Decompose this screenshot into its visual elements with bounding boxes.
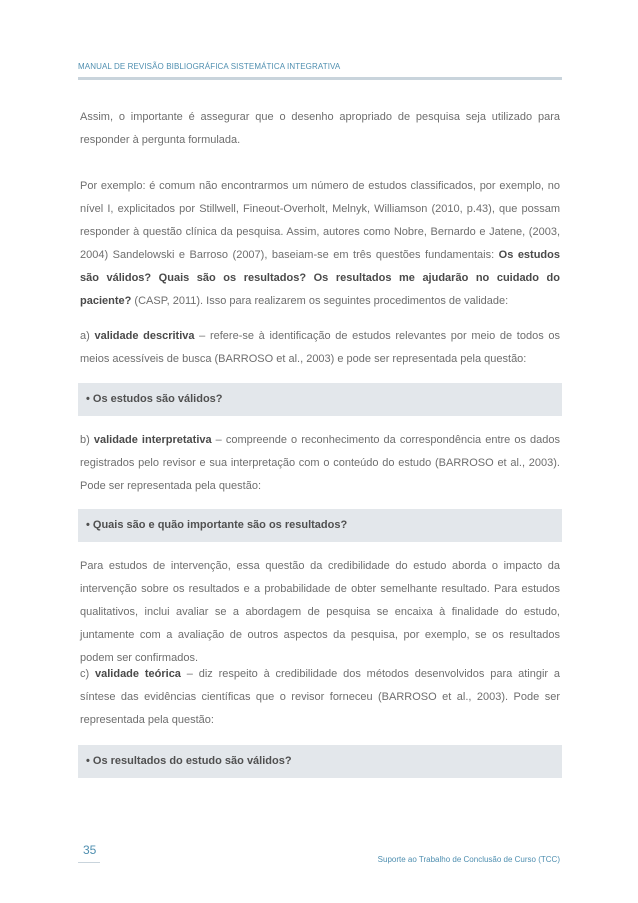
paragraph-interpretive-validity (80, 429, 560, 498)
paragraph-intro: Assim, o importante é assegurar que o desenho apropriado de pesquisa seja utilizado para responder à pergunta formulada. (80, 111, 560, 146)
question-box-1 (78, 383, 562, 416)
item-b-prefix: b) (80, 434, 94, 446)
item-c-term: validade teórica (95, 668, 181, 680)
key-questions: Os estudos são válidos? Quais são os resultados? Os resultados me ajudarão no cuidado do paciente? (80, 249, 560, 307)
item-a-term: validade descritiva (94, 330, 195, 342)
item-a-text: – refere-se à identificação de estudos relevantes por meio de todos os meios acessíveis de busca (BARROSO et al., 2003) e pode ser representada pela questão: (80, 330, 560, 365)
question-2: • Quais são e quão importante são os resultados? (86, 519, 348, 531)
question-1: • Os estudos são válidos? (86, 393, 223, 405)
page-number-divider (78, 862, 100, 863)
item-a-prefix: a) (80, 330, 95, 342)
running-footer: Suporte ao Trabalho de Conclusão de Curso (TCC) (377, 855, 560, 864)
page-number: 35 (83, 843, 97, 857)
paragraph-interventions: Para estudos de intervenção, essa questão da credibilidade do estudo aborda o impacto da intervenção sobre os resultados e a probabilidade de obter semelhante resultado. Para estudos qualitativos, inclui avaliar se a abordagem de pesquisa se encaixa à finalidade do estudo, juntamente com a avaliação de outros aspectos da pesquisa, por exemplo, se os resultados podem ser confirmados. (80, 560, 560, 664)
question-box-2 (78, 509, 562, 542)
paragraph-example-text: Por exemplo: é comum não encontrarmos um número de estudos classificados, por exemplo, no nível I, explicitados por Stillwell, Fineout-Overholt, Melnyk, Williamson (2010, p.43), que possam responder à questão clínica da pesquisa. Assim, autores como Nobre, Bernardo e Jatene, (2003, 2004) Sandelowski e Barroso (2007), baseiam-se em três questões fundamentais: (80, 180, 560, 261)
item-c-text: – diz respeito à credibilidade dos métodos desenvolvidos para atingir a síntese das evidências científicas que o revisor forneceu (BARROSO et al., 2003). Pode ser representada pela questão: (80, 668, 560, 726)
item-b-term: validade interpretativa (93, 434, 212, 446)
running-header: MANUAL DE REVISÃO BIBLIOGRÁFICA SISTEMÁTICA INTEGRATIVA (78, 62, 341, 71)
paragraph-descriptive-validity (80, 325, 560, 371)
header-divider (78, 77, 562, 80)
paragraph-example (80, 175, 560, 313)
question-3: • Os resultados do estudo são válidos? (86, 755, 292, 767)
paragraph-theoretical-validity (80, 663, 560, 732)
question-box-3 (78, 745, 562, 778)
paragraph-example-end: (CASP, 2011). Isso para realizarem os seguintes procedimentos de validade: (131, 295, 509, 307)
item-b-text: – compreende o reconhecimento da correspondência entre os dados registrados pelo revisor e sua interpretação com o conteúdo do estudo (BARROSO et al., 2003). Pode ser representada pela questão: (80, 434, 560, 492)
item-c-prefix: c) (80, 668, 95, 680)
